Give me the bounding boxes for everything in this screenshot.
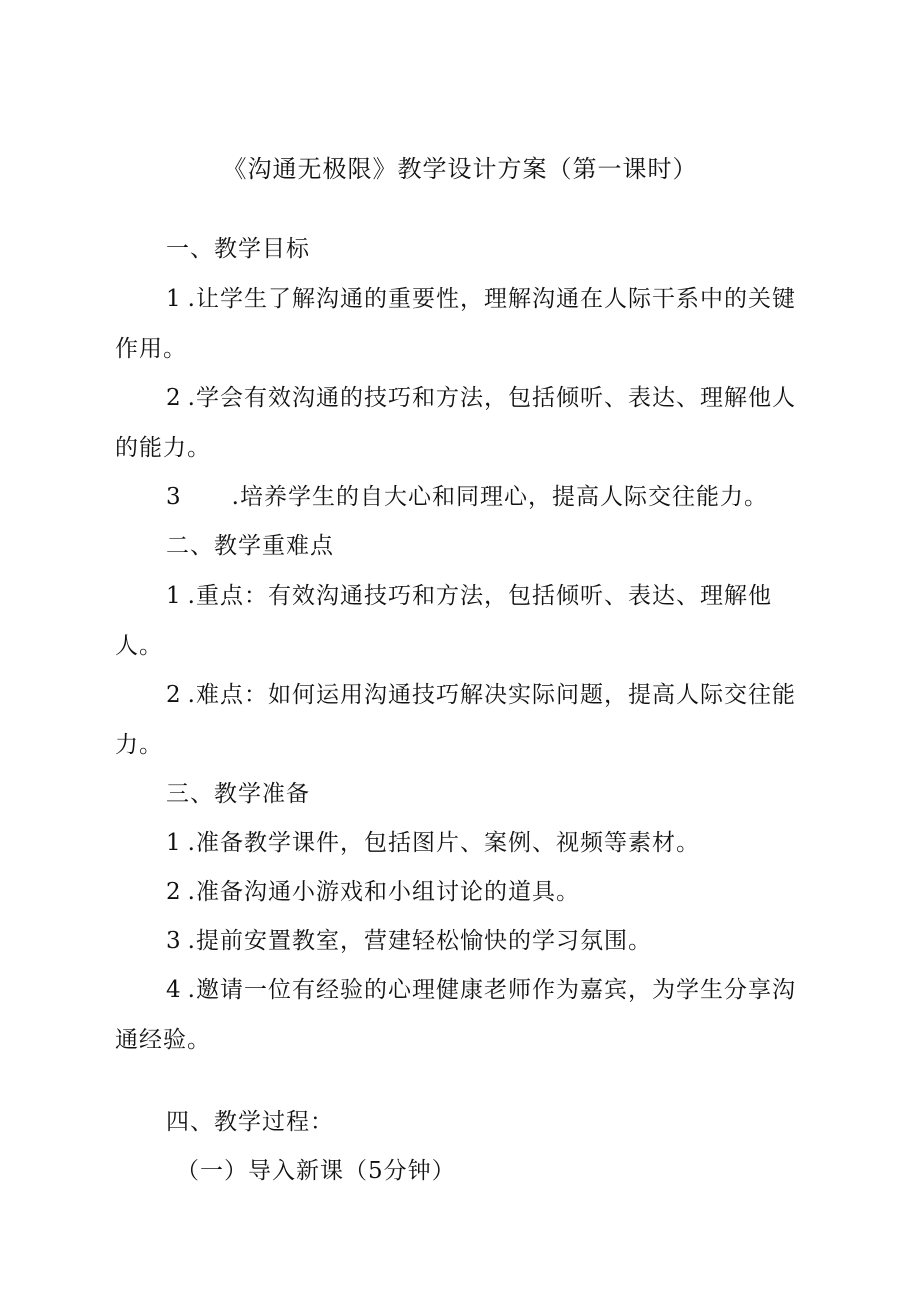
- goals-item-3-text: .培养学生的自大心和同理心，提高人际交往能力。: [231, 484, 768, 510]
- key-points-item-2: [166, 680, 796, 710]
- goals-item-1-number: 1: [166, 286, 182, 312]
- goals-item-2-continuation: 的能力。: [115, 435, 211, 461]
- goals-item-1-continuation: 作用。: [115, 336, 187, 362]
- key-points-item-1-continuation: 人。: [115, 633, 163, 659]
- preparation-item-2: [166, 877, 580, 907]
- document-title: 《沟通无极限》教学设计方案（第一课时）: [222, 155, 698, 183]
- goals-item-2: [166, 383, 796, 413]
- key-points-item-2-number: 2: [166, 682, 182, 708]
- preparation-item-1: [166, 828, 700, 858]
- section-heading-key-points: 二、教学重难点: [166, 533, 334, 559]
- goals-item-2-text: .学会有效沟通的技巧和方法，包括倾听、表达、理解他人: [187, 385, 796, 411]
- preparation-item-1-number: 1: [166, 830, 182, 856]
- key-points-item-1-text: .重点：有效沟通技巧和方法，包括倾听、表达、理解他: [187, 583, 772, 609]
- preparation-item-2-text: .准备沟通小游戏和小组讨论的道具。: [187, 879, 580, 905]
- goals-item-1-text: .让学生了解沟通的重要性，理解沟通在人际干系中的关键: [187, 286, 796, 312]
- preparation-item-2-number: 2: [166, 879, 182, 905]
- preparation-item-4-continuation: 通经验。: [115, 1027, 211, 1053]
- goals-item-2-number: 2: [166, 385, 182, 411]
- section-heading-goals: 一、教学目标: [166, 236, 310, 262]
- section-heading-preparation: 三、教学准备: [166, 781, 310, 807]
- preparation-item-3-text: .提前安置教室，营建轻松愉快的学习氛围。: [187, 928, 652, 954]
- preparation-item-4-number: 4: [166, 977, 182, 1003]
- preparation-item-4-text: .邀请一位有经验的心理健康老师作为嘉宾，为学生分享沟: [187, 977, 796, 1003]
- preparation-item-4: [166, 975, 796, 1005]
- key-points-item-2-text: .难点：如何运用沟通技巧解决实际问题，提高人际交往能: [187, 682, 796, 708]
- process-subsection-1: （一）导入新课（5分钟）: [176, 1158, 456, 1184]
- goals-item-1: [166, 284, 796, 314]
- preparation-item-3-number: 3: [166, 928, 182, 954]
- goals-item-3-number: 3: [166, 484, 182, 510]
- key-points-item-1: [166, 581, 772, 611]
- preparation-item-3: [166, 926, 652, 956]
- preparation-item-1-text: .准备教学课件，包括图片、案例、视频等素材。: [187, 830, 700, 856]
- key-points-item-2-continuation: 力。: [115, 732, 163, 758]
- section-heading-process: 四、教学过程：: [166, 1109, 334, 1135]
- key-points-item-1-number: 1: [166, 583, 182, 609]
- goals-item-3: [166, 482, 768, 512]
